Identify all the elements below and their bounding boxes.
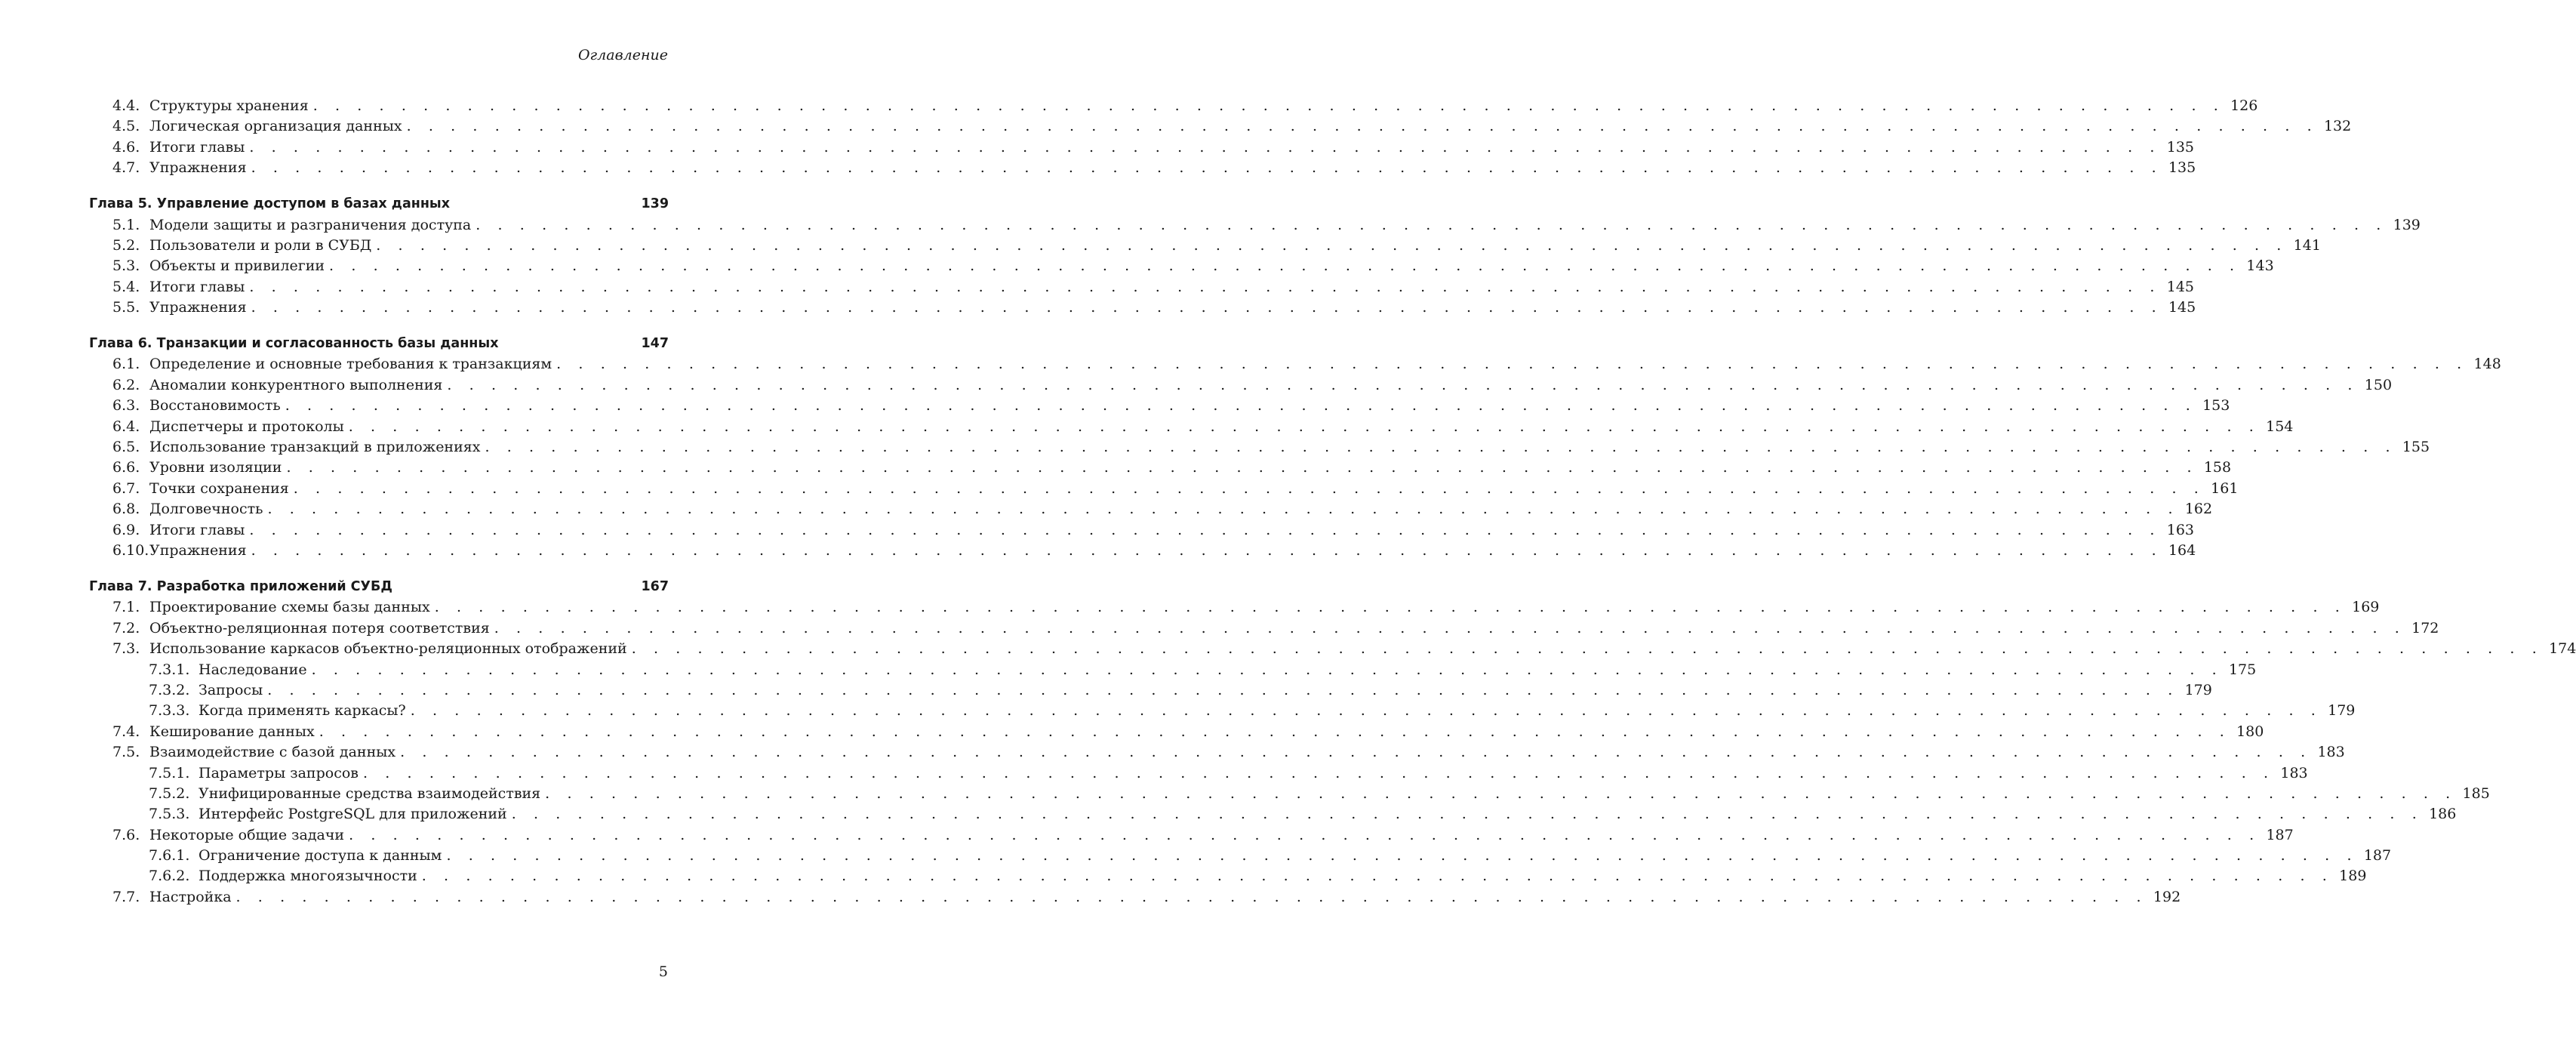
toc-entry-title: Уровни изоляции <box>149 458 286 478</box>
toc-entry-number: 5.1. <box>112 216 140 233</box>
toc-entry-number: 7.4. <box>112 723 140 740</box>
toc-entry-number: 4.5. <box>112 118 140 135</box>
chapter-heading-6[interactable] <box>89 334 669 354</box>
toc-entry-title: Наследование <box>199 660 312 680</box>
toc-entry-number: 6.3. <box>112 397 140 415</box>
toc-entry-title: Аномалии конкурентного выполнения <box>149 375 447 396</box>
dot-leader: . . . . . . . . . . . . . . . . . . . . . . . . . . . . . . . . . . . . . . . . . . . . . . . . . . . . . . . . . . . . . . . . . . . . . . . . . . . . . . . . . . . . . . . <box>446 847 2359 865</box>
table-of-contents <box>89 96 2576 908</box>
chapter-title: Глава 6. Транзакции и согласованность базы данных <box>89 336 499 352</box>
toc-subentry[interactable] <box>89 804 2457 825</box>
toc-entry-number: 4.6. <box>112 138 140 156</box>
toc-entry-page: 164 <box>2168 542 2196 559</box>
toc-entry[interactable] <box>89 458 2232 478</box>
toc-entry-page: 180 <box>2236 723 2264 740</box>
toc-entry-title: Упражнения <box>149 297 251 318</box>
dot-leader: . . . . . . . . . . . . . . . . . . . . . . . . . . . . . . . . . . . . . . . . . . . . . . . . . . . . . . . . . . . . . . . . . . . . . . . . . . . . . . . . . . . . . . . <box>631 640 2544 658</box>
toc-entry[interactable] <box>89 597 2380 618</box>
toc-entry-page: 132 <box>2323 118 2352 135</box>
dot-leader: . . . . . . . . . . . . . . . . . . . . . . . . . . . . . . . . . . . . . . . . . . . . . . . . . . . . . . . . . . . . . . . . . . . . . . . . . . . . . . . . . . . . . . . <box>400 744 2312 761</box>
toc-entry-number: 5.2. <box>112 236 140 254</box>
toc-entry-number: 7.5. <box>112 744 140 761</box>
toc-entry-number: 7.6. <box>112 826 140 843</box>
toc-entry-page: 145 <box>2166 278 2194 295</box>
dot-leader: . . . . . . . . . . . . . . . . . . . . . . . . . . . . . . . . . . . . . . . . . . . . . . . . . . . . . . . . . . . . . . . . . . . . . . . . . . . . . . . . . . . . . . . <box>511 806 2424 823</box>
toc-entry-number: 7.6.1. <box>149 847 190 865</box>
toc-entry-title: Объекты и привилегии <box>149 256 329 276</box>
toc-subentry[interactable] <box>89 866 2367 886</box>
dot-leader: . . . . . . . . . . . . . . . . . . . . . . . . . . . . . . . . . . . . . . . . . . . . . . . . . . . . . . . . . . . . . . . . . . . . . . . . . . . . . . . . . . . . . . . <box>311 661 2224 678</box>
toc-entry-page: 163 <box>2166 521 2194 538</box>
dot-leader: . . . . . . . . . . . . . . . . . . . . . . . . . . . . . . . . . . . . . . . . . . . . . . . . . . . . . . . . . . . . . . . . . . . . . . . . . . . . . . . . . . . . . . . <box>267 501 2180 518</box>
toc-entry-number: 7.2. <box>112 619 140 637</box>
toc-entry-title: Использование каркасов объектно-реляционных отображений <box>149 639 632 659</box>
toc-entry-page: 169 <box>2352 599 2380 616</box>
toc-entry-number: 7.3.2. <box>149 681 190 698</box>
toc-entry[interactable] <box>89 158 2196 178</box>
toc-entry-title: Диспетчеры и протоколы <box>149 417 349 437</box>
toc-entry-page: 126 <box>2230 97 2258 114</box>
dot-leader: . . . . . . . . . . . . . . . . . . . . . . . . . . . . . . . . . . . . . . . . . . . . . . . . . . . . . . . . . . . . . . . . . . . . . . . . . . . . . . . . . . . . . . . <box>293 479 2205 497</box>
toc-entry-number: 4.7. <box>112 159 140 177</box>
dot-leader: . . . . . . . . . . . . . . . . . . . . . . . . . . . . . . . . . . . . . . . . . . . . . . . . . . . . . . . . . . . . . . . . . . . . . . . . . . . . . . . . . . . . . . . <box>286 459 2199 476</box>
toc-entry-number: 4.4. <box>112 97 140 114</box>
toc-entry-page: 192 <box>2153 888 2181 905</box>
toc-entry-title: Пользователи и роли в СУБД <box>149 236 376 256</box>
dot-leader: . . . . . . . . . . . . . . . . . . . . . . . . . . . . . . . . . . . . . . . . . . . . . . . . . . . . . . . . . . . . . . . . . . . . . . . . . . . . . . . . . . . . . . . <box>251 299 2163 316</box>
toc-entry[interactable] <box>89 639 2576 659</box>
toc-entry-title: Долговечность <box>149 499 267 519</box>
toc-entry-page: 139 <box>2393 216 2421 233</box>
chapter-title: Глава 7. Разработка приложений СУБД <box>89 578 392 594</box>
toc-entry-number: 7.3.3. <box>149 702 190 720</box>
toc-entry-number: 7.3. <box>112 640 140 658</box>
toc-entry-number: 6.2. <box>112 376 140 393</box>
toc-entry-title: Структуры хранения <box>149 96 313 116</box>
toc-subentry[interactable] <box>89 763 2308 784</box>
dot-leader: . . . . . . . . . . . . . . . . . . . . . . . . . . . . . . . . . . . . . . . . . . . . . . . . . . . . . . . . . . . . . . . . . . . . . . . . . . . . . . . . . . . . . . . <box>319 723 2231 740</box>
toc-entry-title: Логическая организация данных <box>149 116 407 137</box>
toc-entry[interactable] <box>89 618 2439 639</box>
toc-entry-title: Кеширование данных <box>149 722 319 742</box>
toc-entry-number: 6.7. <box>112 479 140 497</box>
toc-entry[interactable] <box>89 375 2393 396</box>
dot-leader: . . . . . . . . . . . . . . . . . . . . . . . . . . . . . . . . . . . . . . . . . . . . . . . . . . . . . . . . . . . . . . . . . . . . . . . . . . . . . . . . . . . . . . . <box>251 159 2163 177</box>
toc-entry-page: 155 <box>2402 439 2430 456</box>
toc-entry-number: 5.3. <box>112 257 140 275</box>
toc-entry-number: 5.4. <box>112 278 140 295</box>
chapter-page: 147 <box>641 336 669 352</box>
toc-entry-number: 6.8. <box>112 501 140 518</box>
dot-leader: . . . . . . . . . . . . . . . . . . . . . . . . . . . . . . . . . . . . . . . . . . . . . . . . . . . . . . . . . . . . . . . . . . . . . . . . . . . . . . . . . . . . . . . <box>285 397 2197 415</box>
toc-entry[interactable] <box>89 396 2230 416</box>
toc-entry-number: 6.9. <box>112 521 140 538</box>
toc-entry-number: 6.1. <box>112 356 140 373</box>
toc-entry-title: Параметры запросов <box>199 763 363 784</box>
toc-entry[interactable] <box>89 256 2274 276</box>
toc-entry-title: Унифицированные средства взаимодействия <box>199 784 545 804</box>
toc-entry-title: Итоги главы <box>149 137 249 158</box>
toc-entry-number: 6.6. <box>112 459 140 476</box>
toc-entry-page: 145 <box>2168 299 2196 316</box>
dot-leader: . . . . . . . . . . . . . . . . . . . . . . . . . . . . . . . . . . . . . . . . . . . . . . . . . . . . . . . . . . . . . . . . . . . . . . . . . . . . . . . . . . . . . . . <box>556 356 2468 373</box>
toc-entry-page: 183 <box>2280 764 2308 781</box>
toc-entry-title: Определение и основные требования к транзакциям <box>149 354 556 375</box>
toc-entry-title: Когда применять каркасы? <box>199 701 411 721</box>
chapter-heading-5[interactable] <box>89 194 669 214</box>
dot-leader: . . . . . . . . . . . . . . . . . . . . . . . . . . . . . . . . . . . . . . . . . . . . . . . . . . . . . . . . . . . . . . . . . . . . . . . . . . . . . . . . . . . . . . . <box>434 599 2347 616</box>
dot-leader: . . . . . . . . . . . . . . . . . . . . . . . . . . . . . . . . . . . . . . . . . . . . . . . . . . . . . . . . . . . . . . . . . . . . . . . . . . . . . . . . . . . . . . . <box>249 521 2161 538</box>
toc-entry-page: 141 <box>2293 236 2321 254</box>
toc-entry-page: 185 <box>2462 784 2490 802</box>
toc-entry-title: Упражнения <box>149 158 251 178</box>
toc-entry-title: Использование транзакций в приложениях <box>149 437 485 458</box>
toc-entry-number: 6.10. <box>112 542 149 559</box>
dot-leader: . . . . . . . . . . . . . . . . . . . . . . . . . . . . . . . . . . . . . . . . . . . . . . . . . . . . . . . . . . . . . . . . . . . . . . . . . . . . . . . . . . . . . . . <box>249 278 2161 295</box>
toc-entry[interactable] <box>89 437 2430 458</box>
toc-entry-number: 7.5.1. <box>149 764 190 781</box>
dot-leader: . . . . . . . . . . . . . . . . . . . . . . . . . . . . . . . . . . . . . . . . . . . . . . . . . . . . . . . . . . . . . . . . . . . . . . . . . . . . . . . . . . . . . . . <box>348 418 2261 435</box>
dot-leader: . . . . . . . . . . . . . . . . . . . . . . . . . . . . . . . . . . . . . . . . . . . . . . . . . . . . . . . . . . . . . . . . . . . . . . . . . . . . . . . . . . . . . . . <box>362 764 2275 781</box>
toc-entry[interactable] <box>89 116 2352 137</box>
chapter-heading-7[interactable] <box>89 577 669 597</box>
toc-entry[interactable] <box>89 541 2196 561</box>
toc-subentry[interactable] <box>89 680 2212 701</box>
chapter-title: Глава 5. Управление доступом в базах данных <box>89 196 451 212</box>
toc-entry-title: Точки сохранения <box>149 479 294 499</box>
toc-entry-title: Объектно-реляционная потеря соответствия <box>149 618 494 639</box>
toc-entry[interactable] <box>89 825 2294 846</box>
toc-subentry[interactable] <box>89 701 2356 721</box>
toc-entry-title: Взаимодействие с базой данных <box>149 742 400 763</box>
toc-entry-page: 161 <box>2211 479 2239 497</box>
dot-leader: . . . . . . . . . . . . . . . . . . . . . . . . . . . . . . . . . . . . . . . . . . . . . . . . . . . . . . . . . . . . . . . . . . . . . . . . . . . . . . . . . . . . . . . <box>406 118 2319 135</box>
dot-leader: . . . . . . . . . . . . . . . . . . . . . . . . . . . . . . . . . . . . . . . . . . . . . . . . . . . . . . . . . . . . . . . . . . . . . . . . . . . . . . . . . . . . . . . <box>376 236 2288 254</box>
dot-leader: . . . . . . . . . . . . . . . . . . . . . . . . . . . . . . . . . . . . . . . . . . . . . . . . . . . . . . . . . . . . . . . . . . . . . . . . . . . . . . . . . . . . . . . <box>485 439 2397 456</box>
toc-entry[interactable] <box>89 520 2194 541</box>
dot-leader: . . . . . . . . . . . . . . . . . . . . . . . . . . . . . . . . . . . . . . . . . . . . . . . . . . . . . . . . . . . . . . . . . . . . . . . . . . . . . . . . . . . . . . . <box>349 826 2261 843</box>
toc-subentry[interactable] <box>89 660 2257 680</box>
toc-entry-page: 143 <box>2246 257 2274 275</box>
toc-entry[interactable] <box>89 499 2213 519</box>
toc-entry[interactable] <box>89 215 2421 236</box>
toc-entry[interactable] <box>89 137 2194 158</box>
toc-entry-number: 7.7. <box>112 888 140 905</box>
toc-entry-title: Интерфейс PostgreSQL для приложений <box>199 804 512 825</box>
toc-entry-title: Запросы <box>199 680 267 701</box>
toc-entry[interactable] <box>89 96 2258 116</box>
toc-entry-page: 135 <box>2166 138 2194 156</box>
toc-entry-title: Проектирование схемы базы данных <box>149 597 435 618</box>
toc-entry-page: 174 <box>2549 640 2576 658</box>
toc-entry-page: 172 <box>2411 619 2439 637</box>
dot-leader: . . . . . . . . . . . . . . . . . . . . . . . . . . . . . . . . . . . . . . . . . . . . . . . . . . . . . . . . . . . . . . . . . . . . . . . . . . . . . . . . . . . . . . . <box>235 888 2148 905</box>
toc-entry-number: 6.4. <box>112 418 140 435</box>
toc-entry-page: 187 <box>2266 826 2294 843</box>
toc-entry-page: 183 <box>2317 744 2345 761</box>
toc-entry-title: Итоги главы <box>149 520 249 541</box>
toc-entry-page: 189 <box>2339 868 2367 885</box>
page-number: 5 <box>658 963 668 980</box>
toc-entry[interactable] <box>89 722 2264 742</box>
running-head: Оглавление <box>577 47 668 63</box>
toc-entry-page: 186 <box>2429 806 2457 823</box>
toc-entry-page: 150 <box>2364 376 2393 393</box>
toc-entry-title: Некоторые общие задачи <box>149 825 349 846</box>
toc-subentry[interactable] <box>89 784 2490 804</box>
toc-entry[interactable] <box>89 354 2501 375</box>
toc-entry-number: 5.5. <box>112 299 140 316</box>
toc-entry[interactable] <box>89 479 2239 499</box>
dot-leader: . . . . . . . . . . . . . . . . . . . . . . . . . . . . . . . . . . . . . . . . . . . . . . . . . . . . . . . . . . . . . . . . . . . . . . . . . . . . . . . . . . . . . . . <box>421 868 2334 885</box>
toc-entry[interactable] <box>89 742 2345 763</box>
toc-entry-title: Модели защиты и разграничения доступа <box>149 215 475 236</box>
dot-leader: . . . . . . . . . . . . . . . . . . . . . . . . . . . . . . . . . . . . . . . . . . . . . . . . . . . . . . . . . . . . . . . . . . . . . . . . . . . . . . . . . . . . . . . <box>410 702 2322 720</box>
toc-entry-title: Упражнения <box>149 541 251 561</box>
toc-entry-page: 187 <box>2363 847 2392 865</box>
toc-entry-number: 6.5. <box>112 439 140 456</box>
dot-leader: . . . . . . . . . . . . . . . . . . . . . . . . . . . . . . . . . . . . . . . . . . . . . . . . . . . . . . . . . . . . . . . . . . . . . . . . . . . . . . . . . . . . . . . <box>494 619 2406 637</box>
toc-entry-number: 7.1. <box>112 599 140 616</box>
toc-entry[interactable] <box>89 417 2294 437</box>
toc-entry-number: 7.5.3. <box>149 806 190 823</box>
chapter-page: 139 <box>641 196 669 212</box>
dot-leader: . . . . . . . . . . . . . . . . . . . . . . . . . . . . . . . . . . . . . . . . . . . . . . . . . . . . . . . . . . . . . . . . . . . . . . . . . . . . . . . . . . . . . . . <box>475 216 2387 233</box>
dot-leader: . . . . . . . . . . . . . . . . . . . . . . . . . . . . . . . . . . . . . . . . . . . . . . . . . . . . . . . . . . . . . . . . . . . . . . . . . . . . . . . . . . . . . . . <box>447 376 2359 393</box>
dot-leader: . . . . . . . . . . . . . . . . . . . . . . . . . . . . . . . . . . . . . . . . . . . . . . . . . . . . . . . . . . . . . . . . . . . . . . . . . . . . . . . . . . . . . . . <box>251 542 2163 559</box>
toc-entry-page: 154 <box>2266 418 2294 435</box>
toc-entry-page: 179 <box>2184 681 2212 698</box>
toc-entry[interactable] <box>89 297 2196 318</box>
chapter-page: 167 <box>641 578 669 594</box>
dot-leader: . . . . . . . . . . . . . . . . . . . . . . . . . . . . . . . . . . . . . . . . . . . . . . . . . . . . . . . . . . . . . . . . . . . . . . . . . . . . . . . . . . . . . . . <box>249 138 2161 156</box>
toc-entry-page: 158 <box>2203 459 2232 476</box>
toc-entry-title: Итоги главы <box>149 277 249 297</box>
toc-entry-page: 135 <box>2168 159 2196 177</box>
toc-entry[interactable] <box>89 887 2181 908</box>
toc-entry-number: 7.5.2. <box>149 784 190 802</box>
dot-leader: . . . . . . . . . . . . . . . . . . . . . . . . . . . . . . . . . . . . . . . . . . . . . . . . . . . . . . . . . . . . . . . . . . . . . . . . . . . . . . . . . . . . . . . <box>329 257 2241 275</box>
toc-entry-page: 175 <box>2228 661 2257 678</box>
toc-entry-page: 148 <box>2473 356 2501 373</box>
toc-entry-title: Ограничение доступа к данным <box>199 846 446 866</box>
toc-entry-title: Поддержка многоязычности <box>199 866 422 886</box>
toc-entry-title: Настройка <box>149 887 236 908</box>
dot-leader: . . . . . . . . . . . . . . . . . . . . . . . . . . . . . . . . . . . . . . . . . . . . . . . . . . . . . . . . . . . . . . . . . . . . . . . . . . . . . . . . . . . . . . . <box>545 784 2457 802</box>
toc-entry[interactable] <box>89 277 2194 297</box>
toc-entry-page: 153 <box>2202 397 2230 415</box>
dot-leader: . . . . . . . . . . . . . . . . . . . . . . . . . . . . . . . . . . . . . . . . . . . . . . . . . . . . . . . . . . . . . . . . . . . . . . . . . . . . . . . . . . . . . . . <box>267 681 2179 698</box>
toc-entry[interactable] <box>89 236 2321 256</box>
toc-entry-number: 7.6.2. <box>149 868 190 885</box>
toc-entry-page: 179 <box>2328 702 2356 720</box>
toc-entry-page: 162 <box>2184 501 2213 518</box>
toc-entry-title: Восстановимость <box>149 396 285 416</box>
dot-leader: . . . . . . . . . . . . . . . . . . . . . . . . . . . . . . . . . . . . . . . . . . . . . . . . . . . . . . . . . . . . . . . . . . . . . . . . . . . . . . . . . . . . . . . <box>312 97 2225 114</box>
toc-subentry[interactable] <box>89 846 2392 866</box>
toc-entry-number: 7.3.1. <box>149 661 190 678</box>
